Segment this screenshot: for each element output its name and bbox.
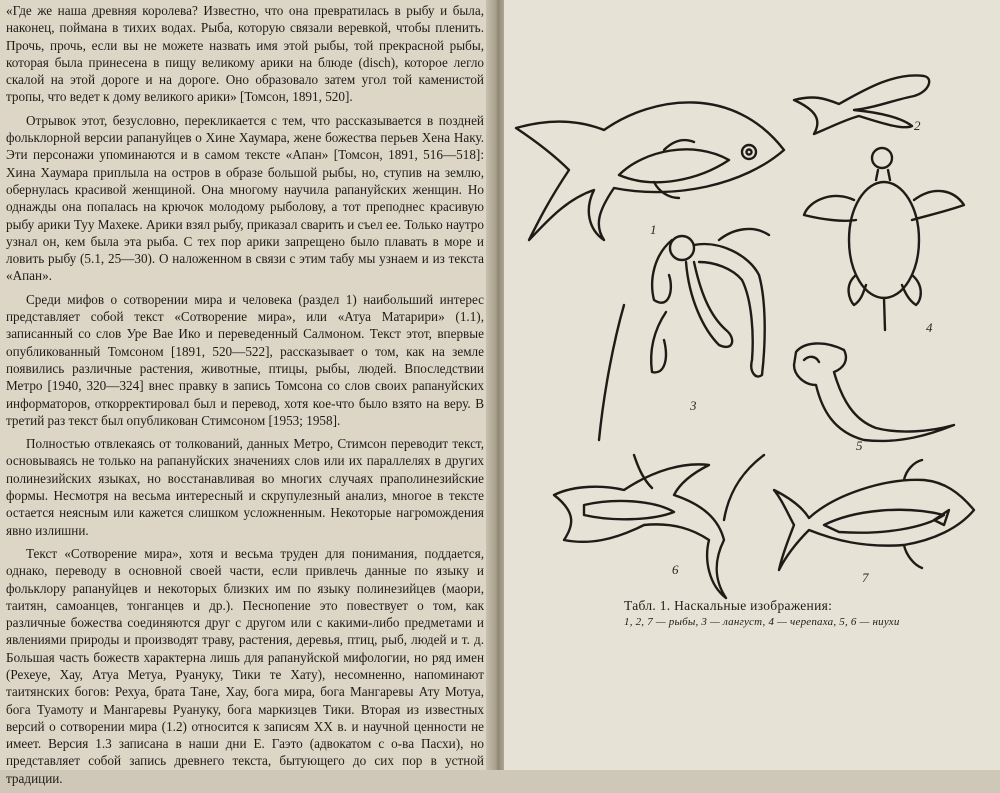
lobster-3-drawing	[599, 229, 769, 440]
figure-label-5: 5	[856, 438, 863, 453]
figure-label-6: 6	[672, 562, 679, 577]
niuhi-5-drawing	[794, 343, 954, 441]
fish-1-drawing	[516, 102, 784, 240]
fish-7-drawing	[774, 460, 974, 570]
figure-label-1: 1	[650, 222, 657, 237]
fish-2-drawing	[794, 75, 929, 134]
figure-label-7: 7	[862, 570, 869, 585]
caption-title: Табл. 1. Наскальные изображения:	[624, 598, 833, 613]
paragraph-1: «Где же наша древняя королева? Известно, что она превратилась в рыбу и была, наконец, поймана в тихих водах. Рыба, которую связали веревкой, чтобы пленить. Прочь, прочь, если вы не можете назвать имя этой рыбы, той прекрасной рыбы, которая была принесена в пищу великому арики на блюде (disch), которое легло скалой на этой дороге и на дороге. Оно образовало затем угол той каменистой тропы, что ведет к дому великого арики» [Томсон, 1891, 520].	[6, 3, 484, 105]
petroglyph-drawings	[504, 0, 1000, 600]
niuhi-6-drawing	[554, 455, 764, 598]
paragraph-4: Полностью отвлекаясь от толкований, данных Метро, Стимсон переводит текст, основываясь не только на рапануйских значениях слов или их параллелях в других полинезийских языках, но восстанавливая во многих случаях праполинезийские формы. Несмотря на весьма интересный и скрупулезный анализ, многое в тексте остается неясным или кажется слишком усложненным. Некоторые нагромождения явно излишни.	[6, 436, 484, 538]
petroglyph-plate	[504, 0, 1000, 600]
body-text	[6, 2, 484, 793]
turtle-4-drawing	[804, 148, 964, 330]
right-page	[504, 0, 1000, 770]
caption-items: 1, 2, 7 — рыбы, 3 — лангуст, 4 — черепаха, 5, 6 — ниухи	[624, 616, 900, 628]
paragraph-5: Текст «Сотворение мира», хотя и весьма труден для понимания, поддается, однако, переводу в основной своей части, если привлечь данные по языку и фольклору рапануйцев и некоторых близких им по языку полинезийцев (маори, таитян, самоанцев, тонганцев и др.). Песнопение это повествует о том, как различные божества соединяются друг с другом или с какими-либо предметами и явлениями природы и производят траву, растения, деревья, птиц, рыб, людей и т. д. Большая часть божеств характерна лишь для рапануйской мифологии, но ряд имен (Рехеуе, Хау, Атуа Метуа, Руануку, Тики те Хату), несомненно, напоминают таитянских богов: Рехуа, брата Тане, Хау, бога мира, бога Мангаревы Ату Мотуа, бога Туамоту и Мангаревы Руануку, бога маркизцев Тики. Вторая из известных версий о сотворении мира (1.2) относится к записям XX в. и научной ценности не имеет. Версия 1.3 записана в наши дни Е. Гаэто (адвокатом с о-ва Пасхи), но представляет собой запись древнего текста, бытующего до сих пор в устной традиции.	[6, 545, 484, 786]
figure-label-2: 2	[914, 118, 921, 133]
figure-label-3: 3	[690, 398, 697, 413]
left-page	[0, 0, 492, 786]
paragraph-2: Отрывок этот, безусловно, перекликается с тем, что рассказывается в поздней фольклорной версии рапануйцев о Хине Хаумара, жене божества перьев Хена Наку. Эти персонажи упоминаются и в самом тексте «Апан» [Томсон, 1891, 516—518]: Хина Хаумара приплыла на остров в образе большой рыбы, но, ступив на землю, обернулась красивой женщиной. Она многому научила рапануйских женщин. Но однажды она попалась на крючок молодому рыболову, а тот преподнес красивую рыбу арики Туу Махеке. Арики взял рыбу, приказал сварить и съел ее. Только наутро узнал он, кем была эта рыба. С тех пор арики запрещено было плавать в море и ловить рыбу (5.1, 25—30). О наложенном в связи с этим табу мы узнаем и из текста «Апан».	[6, 112, 484, 284]
figure-caption	[624, 598, 994, 628]
paragraph-3: Среди мифов о сотворении мира и человека (раздел 1) наибольший интерес представляет собой текст «Сотворение мира», или «Атуа Матарири» (1.1), записанный со слов Уре Вае Ико и переведенный Салмоном. Текст этот, впервые опубликованный Томсоном [1891, 520—522], рассказывает о том, как на земле появились различные растения, животные, птицы, рыбы, людей. Впоследствии Метро [1940, 320—324] внес правку в запись Томсона со слов своих рапануйских информаторов, откорректировал был и перевод, хотя кое-что было взято на веру. В третий раз текст был опубликован Стимсоном [1953; 1958].	[6, 291, 484, 428]
figure-label-4: 4	[926, 320, 933, 335]
